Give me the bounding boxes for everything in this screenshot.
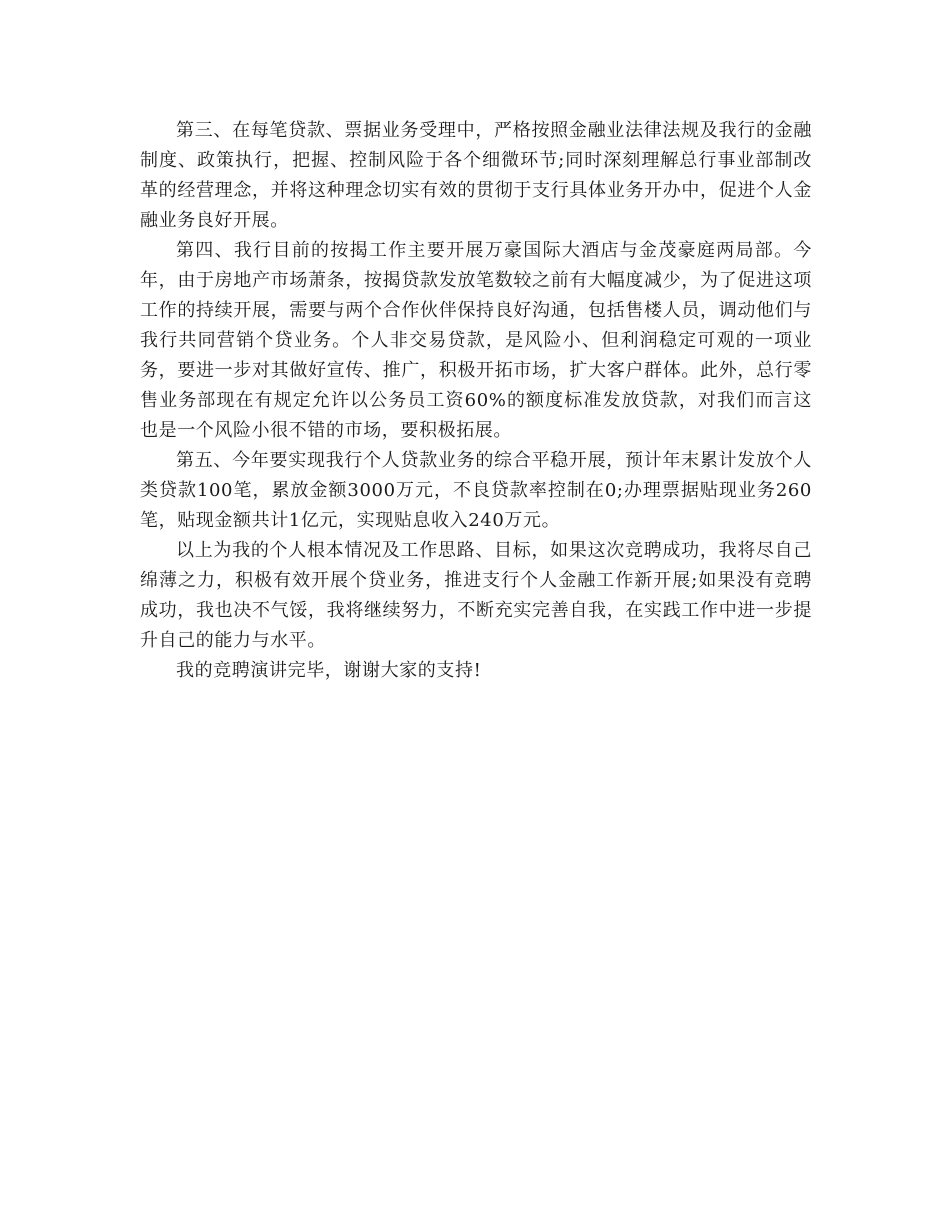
paragraph-summary: 以上为我的个人根本情况及工作思路、目标，如果这次竞聘成功，我将尽自己绵薄之力，积极有效开展个贷业务，推进支行个人金融工作新开展;如果没有竞聘成功，我也决不气馁，我将继续努力，不断充实完善自我，在实践工作中进一步提升自己的能力与水平。 <box>140 540 812 651</box>
paragraph-fourth-point: 第四、我行目前的按揭工作主要开展万豪国际大酒店与金茂豪庭两局部。今年，由于房地产市场萧条，按揭贷款发放笔数较之前有大幅度减少，为了促进这项工作的持续开展，需要与两个合作伙伴保持良好沟通，包括售楼人员，调动他们与我行共同营销个贷业务。个人非交易贷款，是风险小、但利润稳定可观的一项业务，要进一步对其做好宣传、推广，积极开拓市场，扩大客户群体。此外，总行零售业务部现在有规定允许以公务员工资60%的额度标准发放贷款，对我们而言这也是一个风险小很不错的市场，要积极拓展。 <box>140 240 812 441</box>
paragraph-closing: 我的竞聘演讲完毕，谢谢大家的支持! <box>176 660 482 681</box>
paragraph-fifth-point: 第五、今年要实现我行个人贷款业务的综合平稳开展，预计年末累计发放个人类贷款100笔，累放金额3000万元，不良贷款率控制在0;办理票据贴现业务260笔，贴现金额共计1亿元，实现贴息收入240万元。 <box>140 450 812 531</box>
paragraph-third-point: 第三、在每笔贷款、票据业务受理中，严格按照金融业法律法规及我行的金融制度、政策执行，把握、控制风险于各个细微环节;同时深刻理解总行事业部制改革的经营理念，并将这种理念切实有效的贯彻于支行具体业务开办中，促进个人金融业务良好开展。 <box>140 120 812 231</box>
document-body <box>140 116 812 686</box>
